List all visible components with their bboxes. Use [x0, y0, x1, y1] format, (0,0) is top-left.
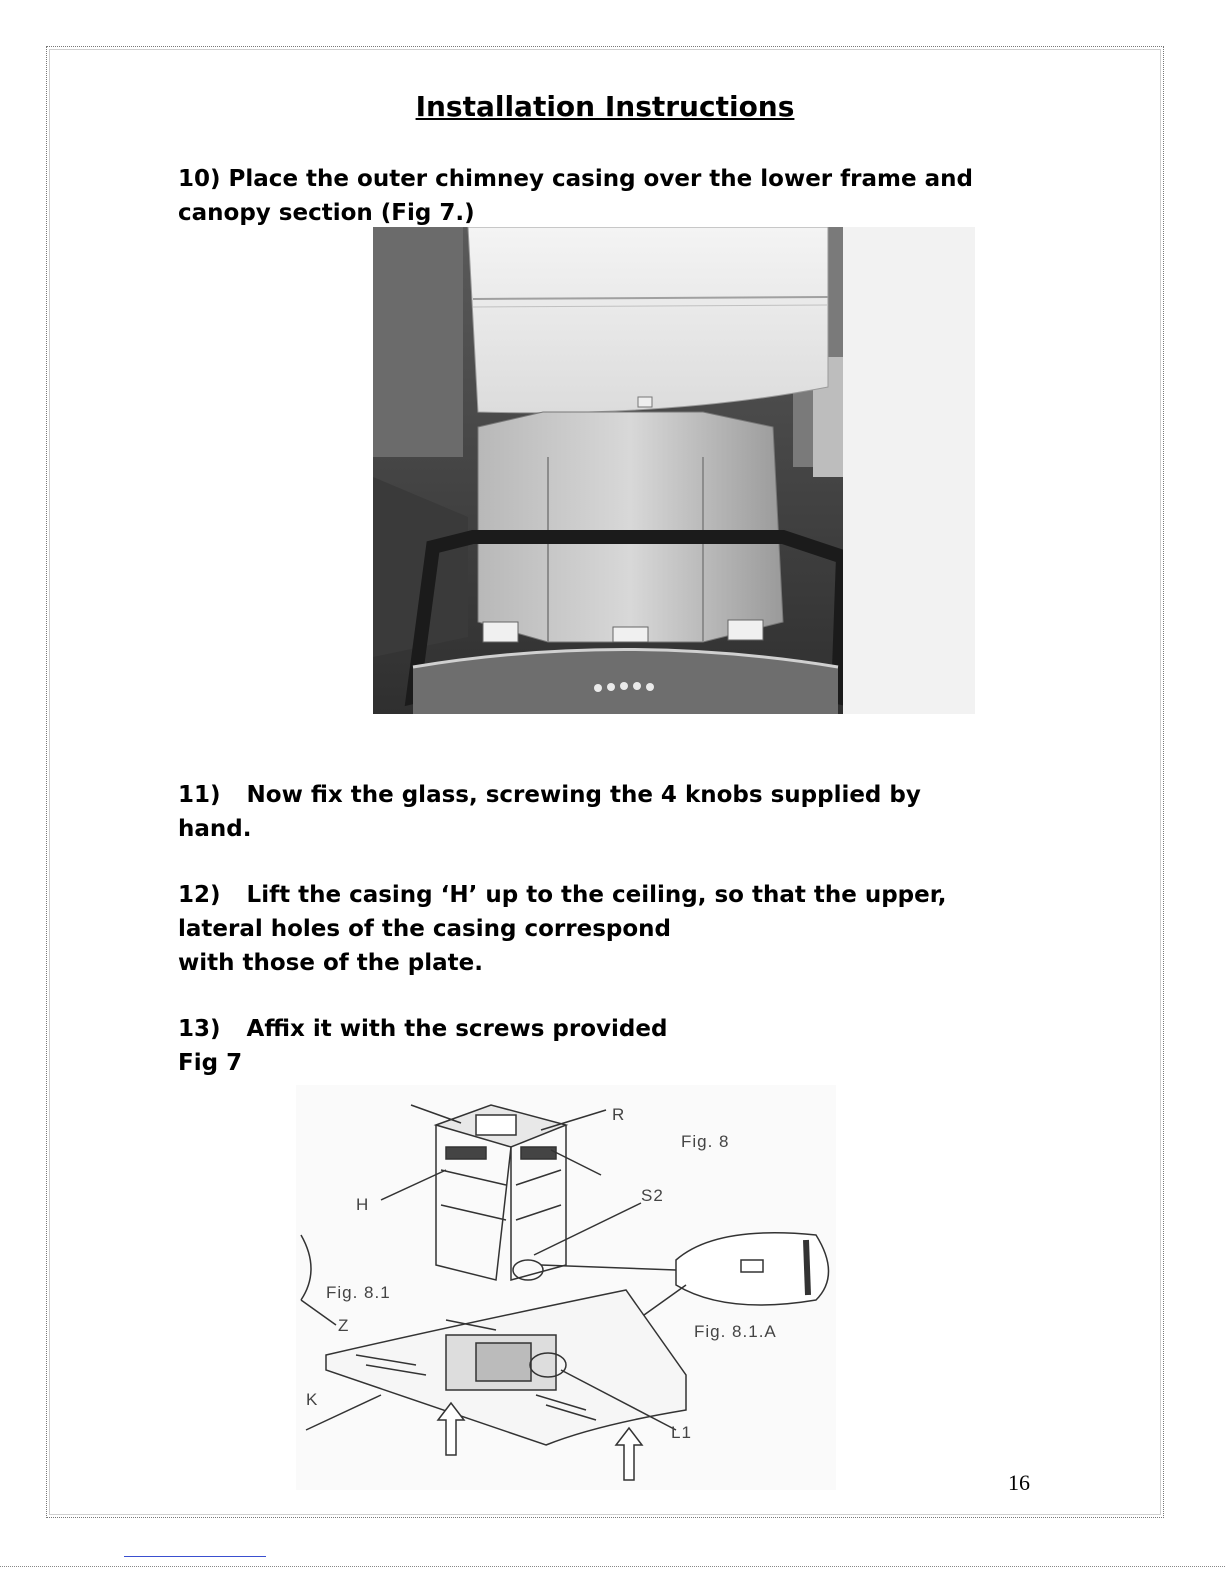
step-13: [178, 1012, 667, 1080]
step-12: [178, 878, 946, 980]
step-text: Lift the casing ‘H’ up to the ceiling, so that the upper,: [246, 882, 947, 908]
diagram-label-s2: S2: [641, 1186, 664, 1205]
diagram-label-k: K: [306, 1390, 319, 1409]
step-number: 10): [178, 166, 221, 192]
diagram-label-fig8: Fig. 8: [681, 1132, 730, 1151]
step-text: lateral holes of the casing correspond: [178, 916, 671, 942]
chimney-assembly-diagram: [296, 1085, 836, 1490]
diagram-label-fig81: Fig. 8.1: [326, 1283, 391, 1302]
diagram-label-l1: L1: [671, 1423, 692, 1442]
step-number: 12): [178, 882, 221, 908]
step-text: Now fix the glass, screwing the 4 knobs supplied by: [246, 782, 921, 808]
footer-link-underline: [124, 1556, 266, 1557]
step-text: canopy section (Fig 7.): [178, 200, 475, 226]
step-text: Affix it with the screws provided: [246, 1016, 668, 1042]
step-10: [178, 162, 973, 230]
diagram-label-fig81a: Fig. 8.1.A: [694, 1322, 777, 1341]
diagram-label-z: Z: [338, 1316, 350, 1335]
step-number: 11): [178, 782, 221, 808]
footer-divider: [0, 1566, 1225, 1567]
photo-background: [843, 227, 975, 714]
step-text: Place the outer chimney casing over the lower frame and: [228, 166, 973, 192]
step-number: 13): [178, 1016, 221, 1042]
step-text: hand.: [178, 816, 252, 842]
page-title: Installation Instructions: [415, 90, 795, 123]
figure-reference: Fig 7: [178, 1050, 243, 1076]
diagram-label-h: H: [356, 1195, 370, 1214]
step-11: [178, 778, 921, 846]
step-text: with those of the plate.: [178, 950, 483, 976]
page-number: 16: [1008, 1470, 1030, 1495]
chimney-casing-photo: [373, 227, 843, 714]
diagram-label-r: R: [612, 1105, 626, 1124]
